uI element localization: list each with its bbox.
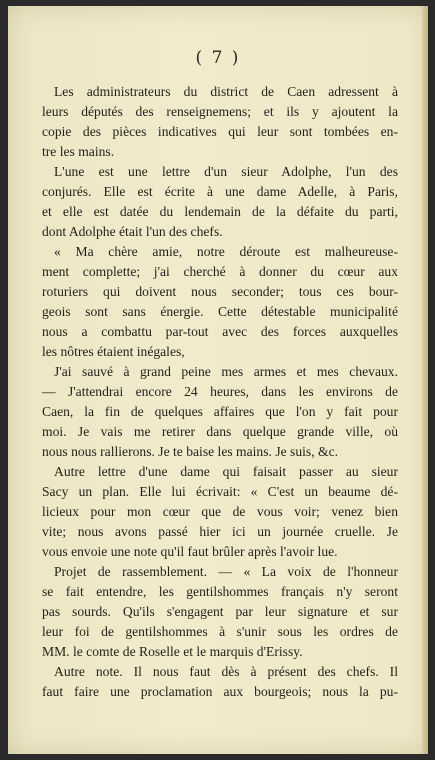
text-line: copie des pièces indicatives qui leur sont tombées en- bbox=[42, 124, 398, 139]
text-line: geois sont sans énergie. Cette détestable municipalité bbox=[42, 304, 398, 319]
text-line: Caen, la fin de quelques affaires que l'on y fait pour bbox=[42, 404, 398, 419]
text-line: les nôtres étaient inégales, bbox=[42, 344, 185, 359]
text-line: roturiers qui doivent nous seconder; tous ces bour- bbox=[42, 284, 398, 299]
text-line: Projet de rassemblement. — « La voix de l'honneur bbox=[54, 564, 398, 579]
text-line: leur foi de gentilshommes à s'unir sous les ordres de bbox=[42, 624, 398, 639]
text-line: faut faire une proclamation aux bourgeois; nous la pu- bbox=[42, 684, 398, 699]
text-line: Autre lettre d'une dame qui faisait passer au sieur bbox=[54, 464, 398, 479]
text-line: Autre note. Il nous faut dès à présent des chefs. Il bbox=[54, 664, 398, 679]
page-edge bbox=[422, 6, 428, 754]
text-line: nous a combattu par-tout avec des forces auxquelles bbox=[42, 324, 398, 339]
text-line: pas sourds. Qu'ils s'engagent par leur signature et sur bbox=[42, 604, 398, 619]
text-line: conjurés. Elle est écrite à une dame Adelle, à Paris, bbox=[42, 184, 398, 199]
text-line: L'une est une lettre d'un sieur Adolphe, l'un des bbox=[54, 164, 398, 179]
text-line: Sacy un plan. Elle lui écrivait: « C'est un beaume dé- bbox=[42, 484, 398, 499]
text-line: « Ma chère amie, notre déroute est malheureuse- bbox=[54, 244, 398, 259]
text-line: dont Adolphe était l'un des chefs. bbox=[42, 224, 223, 239]
text-line: J'ai sauvé à grand peine mes armes et mes chevaux. bbox=[54, 364, 398, 379]
text-line: et elle est datée du lendemain de la défaite du parti, bbox=[42, 204, 398, 219]
text-line: leurs députés des renseignemens; et ils y ajoutent la bbox=[42, 104, 398, 119]
text-line: Les administrateurs du district de Caen adressent à bbox=[54, 84, 398, 99]
text-line: se fait entendre, les gentilshommes français n'y seront bbox=[42, 584, 398, 599]
book-page bbox=[8, 6, 428, 754]
page-number: ( 7 ) bbox=[195, 48, 241, 68]
text-line: licieux pour mon cœur que de vous voir; venez bien bbox=[42, 504, 398, 519]
text-line: vous envoie une note qu'il faut brûler après l'avoir lue. bbox=[42, 544, 338, 559]
text-line: moi. Je vais me retirer dans quelque grande ville, où bbox=[42, 424, 398, 439]
text-line: ment complette; j'ai cherché à donner du cœur aux bbox=[42, 264, 398, 279]
text-line: vite; nous avons passé hier ici un journée cruelle. Je bbox=[42, 524, 398, 539]
text-line: tre les mains. bbox=[42, 144, 115, 159]
text-line: — J'attendrai encore 24 heures, dans les environs de bbox=[42, 384, 398, 399]
text-line: nous nous rallierons. Je te baise les mains. Je suis, &c. bbox=[42, 444, 338, 459]
body-text bbox=[42, 82, 398, 702]
text-line: MM. le comte de Roselle et le marquis d'Erissy. bbox=[42, 644, 303, 659]
